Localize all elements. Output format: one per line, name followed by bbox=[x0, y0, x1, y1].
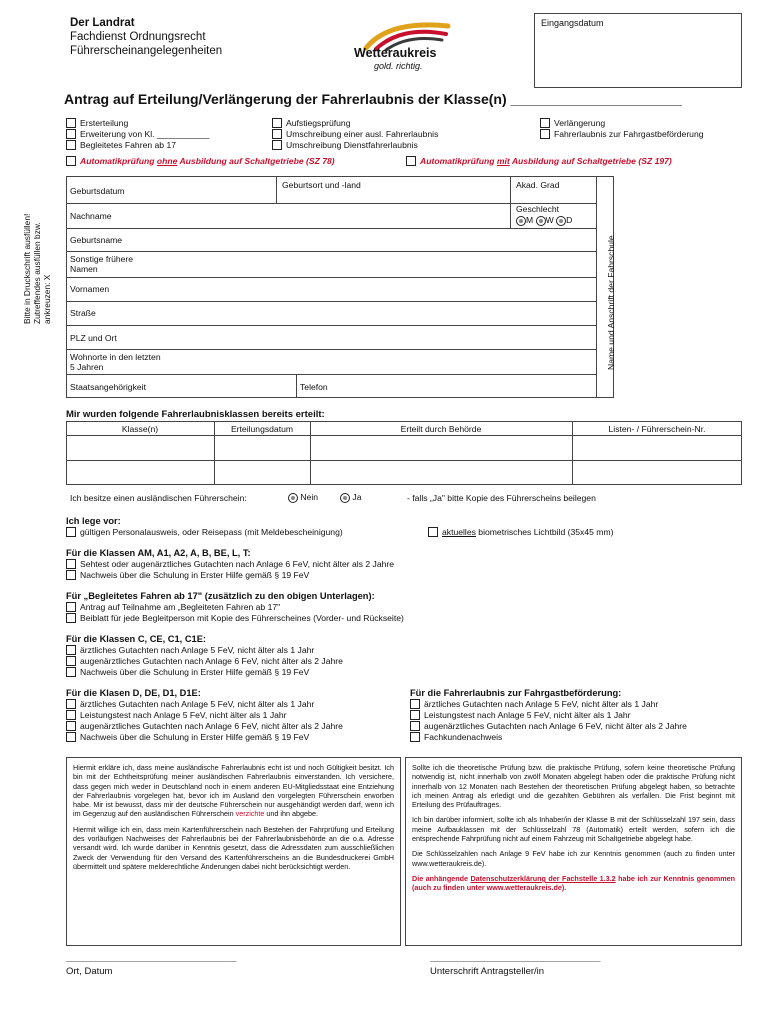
department-line-2: Führerscheinangelegenheiten bbox=[70, 45, 223, 57]
col-authority: Erteilt durch Behörde bbox=[400, 424, 482, 434]
row-divider bbox=[66, 277, 596, 278]
col-class: Klasse(n) bbox=[121, 424, 159, 434]
department-line-1: Fachdienst Ordnungsrecht bbox=[70, 31, 206, 43]
type-foreign-conversion[interactable]: Umschreibung einer ausl. Fahrerlaubnis bbox=[272, 129, 438, 140]
foreign-yes-radio[interactable] bbox=[340, 493, 350, 503]
c-item[interactable]: augenärztliches Gutachten nach Anlage 6 FeV, nicht älter als 2 Jahre bbox=[66, 656, 343, 667]
phone-field[interactable]: Telefon bbox=[300, 382, 328, 392]
row-divider bbox=[66, 251, 596, 252]
checkbox[interactable] bbox=[272, 129, 282, 139]
foreign-license-row: Ich besitze einen ausländischen Führerschein: bbox=[70, 493, 247, 503]
applicant-signature-line[interactable]: _________________________________________ bbox=[430, 953, 601, 962]
col-license-no: Listen- / Führerschein-Nr. bbox=[608, 424, 706, 434]
row-divider bbox=[66, 325, 596, 326]
gender-d-radio[interactable] bbox=[556, 216, 566, 226]
residences-field[interactable]: Wohnorte in den letzten 5 Jahren bbox=[70, 352, 161, 372]
street-field[interactable]: Straße bbox=[70, 308, 96, 318]
firstnames-field[interactable]: Vornamen bbox=[70, 284, 110, 294]
passenger-item[interactable]: ärztliches Gutachten nach Anlage 5 FeV, nicht älter als 1 Jahr bbox=[410, 699, 658, 710]
checkbox[interactable] bbox=[540, 129, 550, 139]
checkbox[interactable] bbox=[66, 118, 76, 128]
wetteraukreis-logo bbox=[352, 18, 462, 76]
type-service-conversion[interactable]: Umschreibung Dienstfahrerlaubnis bbox=[272, 140, 418, 151]
foreign-yes-option[interactable]: Ja bbox=[340, 492, 361, 503]
auto-test-without-manual[interactable]: Automatikprüfung ohne Ausbildung auf Schaltgetriebe (SZ 78) bbox=[66, 156, 335, 167]
d-item[interactable]: ärztliches Gutachten nach Anlage 5 FeV, nicht älter als 1 Jahr bbox=[66, 699, 314, 710]
section-c-heading: Für die Klassen C, CE, C1, C1E: bbox=[66, 634, 207, 644]
section-bf17-heading: Für „Begleitetes Fahren ab 17" (zusätzlich zu den obigen Unterlagen): bbox=[66, 591, 375, 601]
place-date-label: Ort, Datum bbox=[66, 966, 113, 977]
gender-m-radio[interactable] bbox=[516, 216, 526, 226]
auto-test-with-manual[interactable]: Automatikprüfung mit Ausbildung auf Schaltgetriebe (SZ 197) bbox=[406, 156, 672, 167]
checkbox[interactable] bbox=[66, 156, 76, 166]
type-extension[interactable]: Erweiterung von Kl. ___________ bbox=[66, 129, 209, 140]
side-instruction: Bitte in Druckschrift ausfüllen! Zutreffendes ausfüllen bzw. ankreuzen: X bbox=[22, 213, 52, 324]
driving-school-column[interactable] bbox=[598, 190, 614, 370]
col-issue-date: Erteilungsdatum bbox=[230, 424, 294, 434]
checkbox[interactable] bbox=[272, 118, 282, 128]
row-divider bbox=[66, 228, 596, 229]
type-upgrade-test[interactable]: Aufstiegsprüfung bbox=[272, 118, 351, 129]
c-item[interactable]: Nachweis über die Schulung in Erster Hilfe gemäß § 19 FeV bbox=[66, 667, 309, 678]
declaration-card-shipping: Hiermit willige ich ein, dass mein Kartenführerschein nach Bestehen der Fahrprüfung und Erteilung des vorläufigen Nachweises der Fahrerlaubnis bei der Fahrerlaubnisbehörde an die o.a. Adresse versandt wird. Ich wurde darüber in Kenntnis gesetzt, dass die Adressdaten zum ausschließlichen Zweck der Verwendung für den Versand des Kartenführerscheins an die Bundesdruckerei GmbH übermittelt und spätere melderechtliche Änderungen dabei nicht berücksichtigt werden. bbox=[73, 824, 394, 871]
bf17-item[interactable]: Beiblatt für jede Begleitperson mit Kopie des Führerscheines (Vorder- und Rückseite) bbox=[66, 613, 404, 624]
section-d-heading: Für die Klasen D, DE, D1, D1E: bbox=[66, 688, 201, 698]
birthplace-field[interactable]: Geburtsort und -land bbox=[282, 180, 361, 190]
authority-name: Der Landrat bbox=[70, 17, 135, 29]
type-renewal[interactable]: Verlängerung bbox=[540, 118, 605, 129]
row-divider bbox=[66, 349, 596, 350]
d-item[interactable]: Nachweis über die Schulung in Erster Hilfe gemäß § 19 FeV bbox=[66, 732, 309, 743]
submit-id-card[interactable]: gültigen Personalausweis, oder Reisepass (mit Meldebescheinigung) bbox=[66, 527, 343, 538]
am-item[interactable]: Sehtest oder augenärztliches Gutachten nach Anlage 6 FeV, nicht älter als 2 Jahre bbox=[66, 559, 394, 570]
driving-school-label: Name und Anschrift der Fahrschule bbox=[606, 235, 616, 370]
nationality-field[interactable]: Staatsangehörigkeit bbox=[70, 382, 146, 392]
place-date-line[interactable]: _________________________________________ bbox=[66, 953, 237, 962]
gender-options: M W D bbox=[516, 215, 572, 226]
received-date-box[interactable] bbox=[534, 13, 742, 88]
type-accompanied-driving[interactable]: Begleitetes Fahren ab 17 bbox=[66, 140, 176, 151]
checkbox[interactable] bbox=[66, 527, 76, 537]
d-item[interactable]: Leistungstest nach Anlage 5 FeV, nicht älter als 1 Jahr bbox=[66, 710, 287, 721]
checkbox[interactable] bbox=[66, 140, 76, 150]
foreign-no-option[interactable]: Nein bbox=[288, 492, 318, 503]
gender-w-radio[interactable] bbox=[536, 216, 546, 226]
school-column-divider bbox=[596, 176, 597, 398]
checkbox[interactable] bbox=[272, 140, 282, 150]
section-am-heading: Für die Klassen AM, A1, A2, A, B, BE, L, T: bbox=[66, 548, 251, 558]
declaration-right-box bbox=[405, 757, 742, 946]
logo-name: Wetteraukreis bbox=[354, 46, 437, 60]
birthname-field[interactable]: Geburtsname bbox=[70, 235, 123, 245]
c-item[interactable]: ärztliches Gutachten nach Anlage 5 FeV, nicht älter als 1 Jahr bbox=[66, 645, 314, 656]
checkbox[interactable] bbox=[66, 129, 76, 139]
type-passenger-transport[interactable]: Fahrerlaubnis zur Fahrgastbeförderung bbox=[540, 129, 704, 140]
logo-slogan: gold. richtig. bbox=[374, 61, 423, 71]
declaration-key-numbers: Die Schlüsselzahlen nach Anlage 9 FeV habe ich zur Kenntnis genommen (auch zu finden unter www.wetteraukreis.de). bbox=[412, 849, 735, 868]
row-divider bbox=[66, 374, 596, 375]
declaration-privacy: Die anhängende Datenschutzerklärung der Fachstelle 1.3.2 habe ich zur Kenntnis genommen (auch zu finden unter www.wetteraukreis.de). bbox=[412, 873, 735, 893]
section-passenger-heading: Für die Fahrerlaubnis zur Fahrgastbeförderung: bbox=[410, 688, 622, 698]
passenger-item[interactable]: Fachkundenachweis bbox=[410, 732, 502, 743]
row-divider bbox=[66, 301, 596, 302]
submit-heading: Ich lege vor: bbox=[66, 516, 121, 526]
declaration-foreign-license: Hiermit erkläre ich, dass meine ausländische Fahrerlaubnis echt ist und noch Gültigkeit besitzt. Ich bin mit der Echtheitsprüfung meiner ausländischen Fahrerlaubnis einverstanden. Ich versichere, dass gegen mich weder in Deutschland noch in einem anderen EU-Mitgliedsstaat eine Entziehung der Fahrerlaubnis vorgelegen hat, bevor ich im Ausland den vorgelegten Führerschein erworben habe. Mir ist bewusst, dass mir der deutsche Führerschein nur ausgehändigt werden darf, wenn ich im Gegenzug auf den ausländischen Führerschein verzichte und ihn abgebe. bbox=[73, 763, 394, 819]
foreign-no-radio[interactable] bbox=[288, 493, 298, 503]
lastname-field[interactable]: Nachname bbox=[70, 211, 112, 221]
checkbox[interactable] bbox=[428, 527, 438, 537]
zip-city-field[interactable]: PLZ und Ort bbox=[70, 333, 117, 343]
checkbox[interactable] bbox=[540, 118, 550, 128]
birthdate-field[interactable]: Geburtsdatum bbox=[70, 186, 125, 196]
applicant-signature-label: Unterschrift Antragsteller/in bbox=[430, 966, 545, 977]
declaration-key-197: Ich bin darüber informiert, sollte ich als Inhaber/in der Klasse B mit der Schlüsselzahl 197 sein, dass meine Aufbauklassen mit der Schlüsselzahl 78 (Automatik) erteilt werden, sofern ich die entsprechende Fahrprüfung nicht auf einem Fahrzeug mit Schaltgetriebe abgelegt habe. bbox=[412, 815, 735, 844]
gender-label: Geschlecht bbox=[516, 204, 559, 214]
declaration-left-box bbox=[66, 757, 401, 946]
d-item[interactable]: augenärztliches Gutachten nach Anlage 6 FeV, nicht älter als 2 Jahre bbox=[66, 721, 343, 732]
received-date-label: Eingangsdatum bbox=[541, 18, 604, 28]
licenses-heading: Mir wurden folgende Fahrerlaubnisklassen bereits erteilt: bbox=[66, 409, 325, 420]
foreign-note: - falls „Ja" bitte Kopie des Führerscheins beilegen bbox=[407, 493, 596, 503]
bf17-item[interactable]: Antrag auf Teilnahme am „Begleiteten Fahren ab 17" bbox=[66, 602, 280, 613]
am-item[interactable]: Nachweis über die Schulung in Erster Hilfe gemäß § 19 FeV bbox=[66, 570, 309, 581]
declaration-deadline: Sollte ich die theoretische Prüfung bzw. die praktische Prüfung, sofern keine theoretische Prüfung notwendig ist, nicht innerhalb von zwölf Monaten abgelegt haben oder die praktische Prüfung nicht innerhalb von 12 Monaten nach Bestehen der theoretischen Prüfung abgelegt haben, so betrachte ich meinen Antrag als erledigt und die gezahlten Gebühren als verfallen. Die Frist beginnt mit Erteilung des Prüfauftrages. bbox=[412, 763, 735, 810]
submit-photo[interactable]: aktuelles biometrisches Lichtbild (35x45 mm) bbox=[428, 527, 613, 538]
other-names-field[interactable]: Sonstige frühere Namen bbox=[70, 254, 134, 274]
checkbox[interactable] bbox=[406, 156, 416, 166]
passenger-item[interactable]: Leistungstest nach Anlage 5 FeV, nicht älter als 1 Jahr bbox=[410, 710, 631, 721]
academic-title-field[interactable]: Akad. Grad bbox=[516, 180, 560, 190]
page-title: Antrag auf Erteilung/Verlängerung der Fahrerlaubnis der Klasse(n) ______________________ bbox=[64, 91, 682, 107]
type-first-issue[interactable]: Ersterteilung bbox=[66, 118, 128, 129]
passenger-item[interactable]: augenärztliches Gutachten nach Anlage 6 FeV, nicht älter als 2 Jahre bbox=[410, 721, 687, 732]
